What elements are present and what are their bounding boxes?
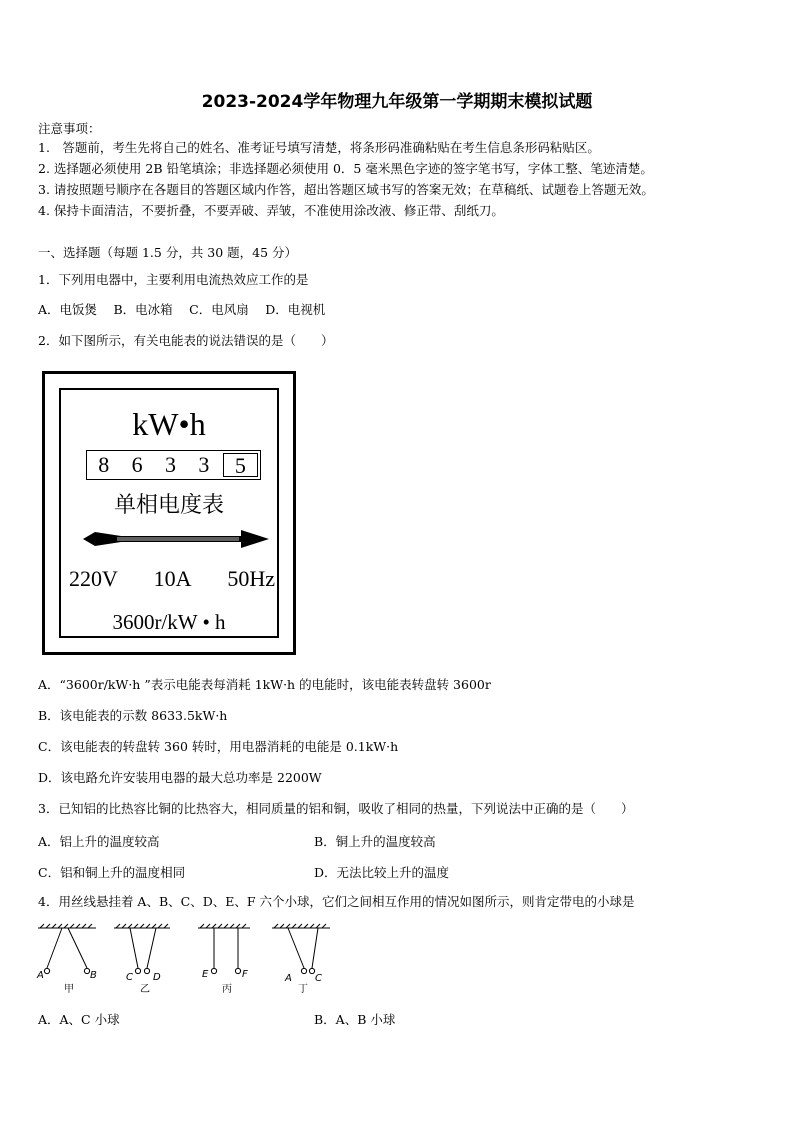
meter-current: 10A: [153, 566, 192, 591]
notice-item-4: 4. 保持卡面清洁，不要折叠，不要弄破、弄皱，不准使用涂改液、修正带、刮纸刀。: [38, 203, 504, 218]
q3-option-b: B．铜上升的温度较高: [314, 834, 436, 849]
notice-heading: 注意事项：: [38, 121, 101, 136]
q1-options: A．电饭煲 B．电冰箱 C．电风扇 D．电视机: [38, 302, 326, 317]
q3-stem: 3．已知铝的比热容比铜的比热容大，相同质量的铝和铜，吸收了相同的热量，下列说法中正确的是（ ）: [38, 801, 634, 816]
q4-stem: 4．用丝线悬挂着 A、B、C、D、E、F 六个小球，它们之间相互作用的情况如图所示，则肯定带电的小球是: [38, 894, 635, 909]
electricity-meter-figure: [42, 371, 296, 655]
page-title: 2023-2024学年物理九年级第一学期期末模拟试题: [201, 92, 593, 112]
q2-stem: 2．如下图所示，有关电能表的说法错误的是（ ）: [38, 333, 334, 348]
notice-item-1: 1. 答题前，考生先将自己的姓名、准考证号填写清楚，将条形码准确粘贴在考生信息条形码粘贴区。: [38, 140, 600, 155]
meter-digit: 8: [98, 452, 110, 477]
ball-label: A: [37, 970, 44, 981]
rotation-arrow-icon: [81, 528, 271, 550]
group-label: 丙: [222, 984, 232, 995]
meter-digit: 3: [198, 452, 210, 477]
ball-label: E: [202, 969, 209, 980]
q2-option-c: C．该电能表的转盘转 360 转时，用电器消耗的电能是 0.1kW·h: [38, 739, 399, 754]
q2-option-d: D．该电路允许安装用电器的最大总功率是 2200W: [38, 770, 322, 785]
meter-digit: 6: [131, 452, 143, 477]
section-heading: 一、选择题（每题 1.5 分，共 30 题，45 分）: [38, 245, 298, 260]
meter-frequency: 50Hz: [227, 566, 275, 591]
group-label: 乙: [140, 984, 150, 995]
meter-voltage: 220V: [69, 566, 118, 591]
q3-option-a: A．铝上升的温度较高: [38, 834, 160, 849]
meter-specs: [69, 566, 275, 592]
q2-option-a: A．“3600r/kW·h ”表示电能表每消耗 1kW·h 的电能时，该电能表转盘转 3600r: [38, 677, 491, 692]
q3-option-c: C．铝和铜上升的温度相同: [38, 865, 186, 880]
ball-label: F: [242, 969, 248, 980]
q1-stem: 1．下列用电器中，主要利用电流热效应工作的是: [38, 272, 309, 287]
meter-rate: 3600r/kW • h: [112, 610, 226, 634]
ball-label: C: [315, 973, 322, 984]
suspended-balls-figure: [34, 920, 344, 998]
notice-item-2: 2. 选择题必须使用 2B 铅笔填涂；非选择题必须使用 0．5 毫米黑色字迹的签字笔书写，字体工整、笔迹清楚。: [38, 161, 653, 176]
meter-digit: 3: [165, 452, 177, 477]
q2-option-b: B．该电能表的示数 8633.5kW·h: [38, 708, 228, 723]
notice-item-3: 3. 请按照题号顺序在各题目的答题区域内作答，超出答题区域书写的答案无效；在草稿纸、试题卷上答题无效。: [38, 182, 654, 197]
meter-digit-decimal: 5: [223, 453, 258, 477]
ball-label: D: [153, 972, 161, 983]
ball-label: C: [126, 972, 133, 983]
ball-label: A: [285, 973, 292, 984]
group-label: 甲: [64, 984, 74, 995]
ball-label: B: [90, 970, 97, 981]
group-label: 丁: [298, 984, 308, 995]
meter-name: 单相电度表: [113, 493, 224, 518]
meter-reading: [86, 450, 261, 480]
q4-option-a: A．A、C 小球: [38, 1012, 120, 1027]
meter-face: [59, 388, 279, 638]
meter-unit: kW•h: [132, 406, 206, 442]
q4-option-b: B．A、B 小球: [314, 1012, 396, 1027]
q3-option-d: D．无法比较上升的温度: [314, 865, 450, 880]
